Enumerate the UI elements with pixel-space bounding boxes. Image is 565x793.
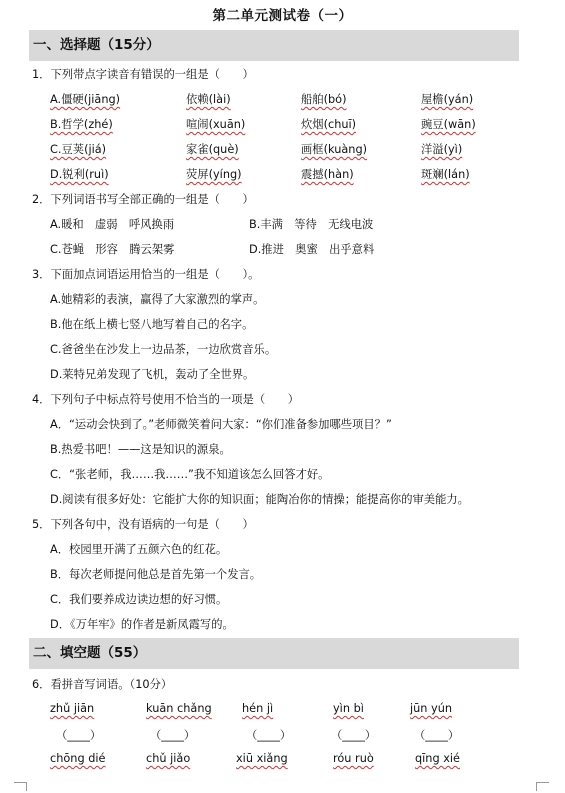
question-5 [0,516,565,534]
answer-blank-4[interactable]: （____） [331,729,377,742]
question-5-stem: 5．下列各句中，没有语病的一句是（ ） [32,518,254,531]
pinyin-5: jūn yún [410,702,453,715]
q5-option-c: C．我们要养成边读边想的好习惯。 [50,593,228,606]
q1-option-a-4: 屋檐(yán) [421,93,474,106]
q1-option-c-2: 家雀(què) [186,143,239,156]
q4-option-b-row [0,441,565,459]
q1-option-d-3: 震撼(hàn) [301,168,354,181]
q5-option-d: D．《万年牢》的作者是新凤霞写的。 [50,618,234,631]
q5-option-a-row [0,541,565,559]
q5-option-b-row [0,566,565,584]
answer-blank-2[interactable]: （____） [150,729,196,742]
q4-option-d: D.阅读有很多好处：它能扩大你的知识面；能陶冶你的情操；能提高你的审美能力。 [50,493,469,506]
pinyin-10: qīng xié [415,752,461,765]
q2-option-b: B.丰满 等待 无线电波 [249,218,374,231]
pinyin-4: yìn bì [333,702,364,715]
section-heading-fill: 二、填空题（55） [29,638,519,669]
question-6 [0,676,565,694]
question-2-stem: 2．下列词语书写全部正确的一组是（ ） [32,193,254,206]
q5-option-a: A．校园里开满了五颜六色的红花。 [50,543,228,556]
answer-blanks-row [0,727,565,745]
q1-option-b-1: B.哲学(zhé) [50,118,113,131]
answer-blank-3[interactable]: （____） [246,729,292,742]
q4-option-b: B.热爱书吧！——这是知识的源泉。 [50,443,231,456]
q3-option-d-row [0,366,565,384]
q1-option-a-3: 船舶(bó) [301,93,347,106]
q5-option-c-row [0,591,565,609]
q3-option-c-row [0,341,565,359]
q4-option-d-row [0,491,565,509]
pinyin-3: hén jì [242,702,274,715]
pinyin-row-2 [0,752,565,770]
q4-option-a: A．“运动会快到了。”老师微笑着问大家：“你们准备参加哪些项目？” [50,418,392,431]
q3-option-a: A.她精彩的表演，赢得了大家激烈的掌声。 [50,293,265,306]
question-2-row-2 [0,241,565,259]
question-1-row-a [0,91,565,109]
q1-option-d-2: 荧屏(yíng) [186,168,242,181]
question-1-row-b [0,116,565,134]
question-1 [0,66,565,84]
q1-option-b-3: 炊烟(chuī) [301,118,357,131]
answer-blank-5[interactable]: （____） [414,729,460,742]
page-corner-mark-left [14,782,27,791]
q2-option-d: D.推进 奥蜜 出乎意料 [249,243,375,256]
question-2-row-1 [0,216,565,234]
pinyin-6: chōng dié [50,752,106,765]
page-corner-mark-right [536,782,549,791]
q3-option-b: B.他在纸上横七竖八地写着自己的名字。 [50,318,254,331]
q4-option-c-row [0,466,565,484]
q1-option-d-1: D.锐利(ruì) [50,168,109,181]
q1-option-b-4: 豌豆(wān) [421,118,476,131]
q1-option-d-4: 斑斓(lán) [421,168,470,181]
question-3-stem: 3．下面加点词语运用恰当的一组是（ ）。 [32,268,260,281]
q2-option-a: A.暖和 虚弱 呼风换雨 [50,218,175,231]
question-1-stem: 1．下列带点字读音有错误的一组是（ ） [32,68,254,81]
q1-option-c-3: 画框(kuàng) [301,143,368,156]
q2-option-c: C.苍蝇 形容 腾云架雾 [50,243,175,256]
question-1-row-d [0,166,565,184]
question-2 [0,191,565,209]
pinyin-7: chǔ jiǎo [146,752,191,765]
question-6-stem: 6．看拼音写词语。（10分） [32,678,173,691]
pinyin-8: xiū xiǎng [236,752,288,765]
q4-option-c: C．“张老师，我……我……”我不知道该怎么回答才好。 [50,468,330,481]
q1-option-a-1: A.僵硬(jiāng) [50,93,121,106]
pinyin-9: róu ruò [333,752,374,765]
q1-option-b-2: 喧闹(xuān) [186,118,246,131]
pinyin-2: kuān chǎng [146,702,212,715]
question-4 [0,391,565,409]
q3-option-a-row [0,291,565,309]
q1-option-c-4: 洋溢(yì) [421,143,463,156]
question-1-row-c [0,141,565,159]
q3-option-c: C.爸爸坐在沙发上一边品茶，一边欣赏音乐。 [50,343,277,356]
q3-option-d: D.莱特兄弟发现了飞机，轰动了全世界。 [50,368,255,381]
q5-option-d-row [0,616,565,634]
question-4-stem: 4．下列句子中标点符号使用不恰当的一项是（ ） [32,393,300,406]
page-title: 第二单元测试卷（一） [212,8,353,24]
q3-option-b-row [0,316,565,334]
question-3 [0,266,565,284]
section-heading-choice: 一、选择题（15分） [29,30,519,61]
q4-option-a-row [0,416,565,434]
pinyin-1: zhǔ jiān [50,702,95,715]
answer-blank-1[interactable]: （____） [56,729,102,742]
q1-option-c-1: C.豆荚(jiá) [50,143,107,156]
q5-option-b: B．每次老师提问他总是首先第一个发言。 [50,568,262,581]
q1-option-a-2: 依赖(lài) [186,93,231,106]
pinyin-row-1 [0,702,565,720]
